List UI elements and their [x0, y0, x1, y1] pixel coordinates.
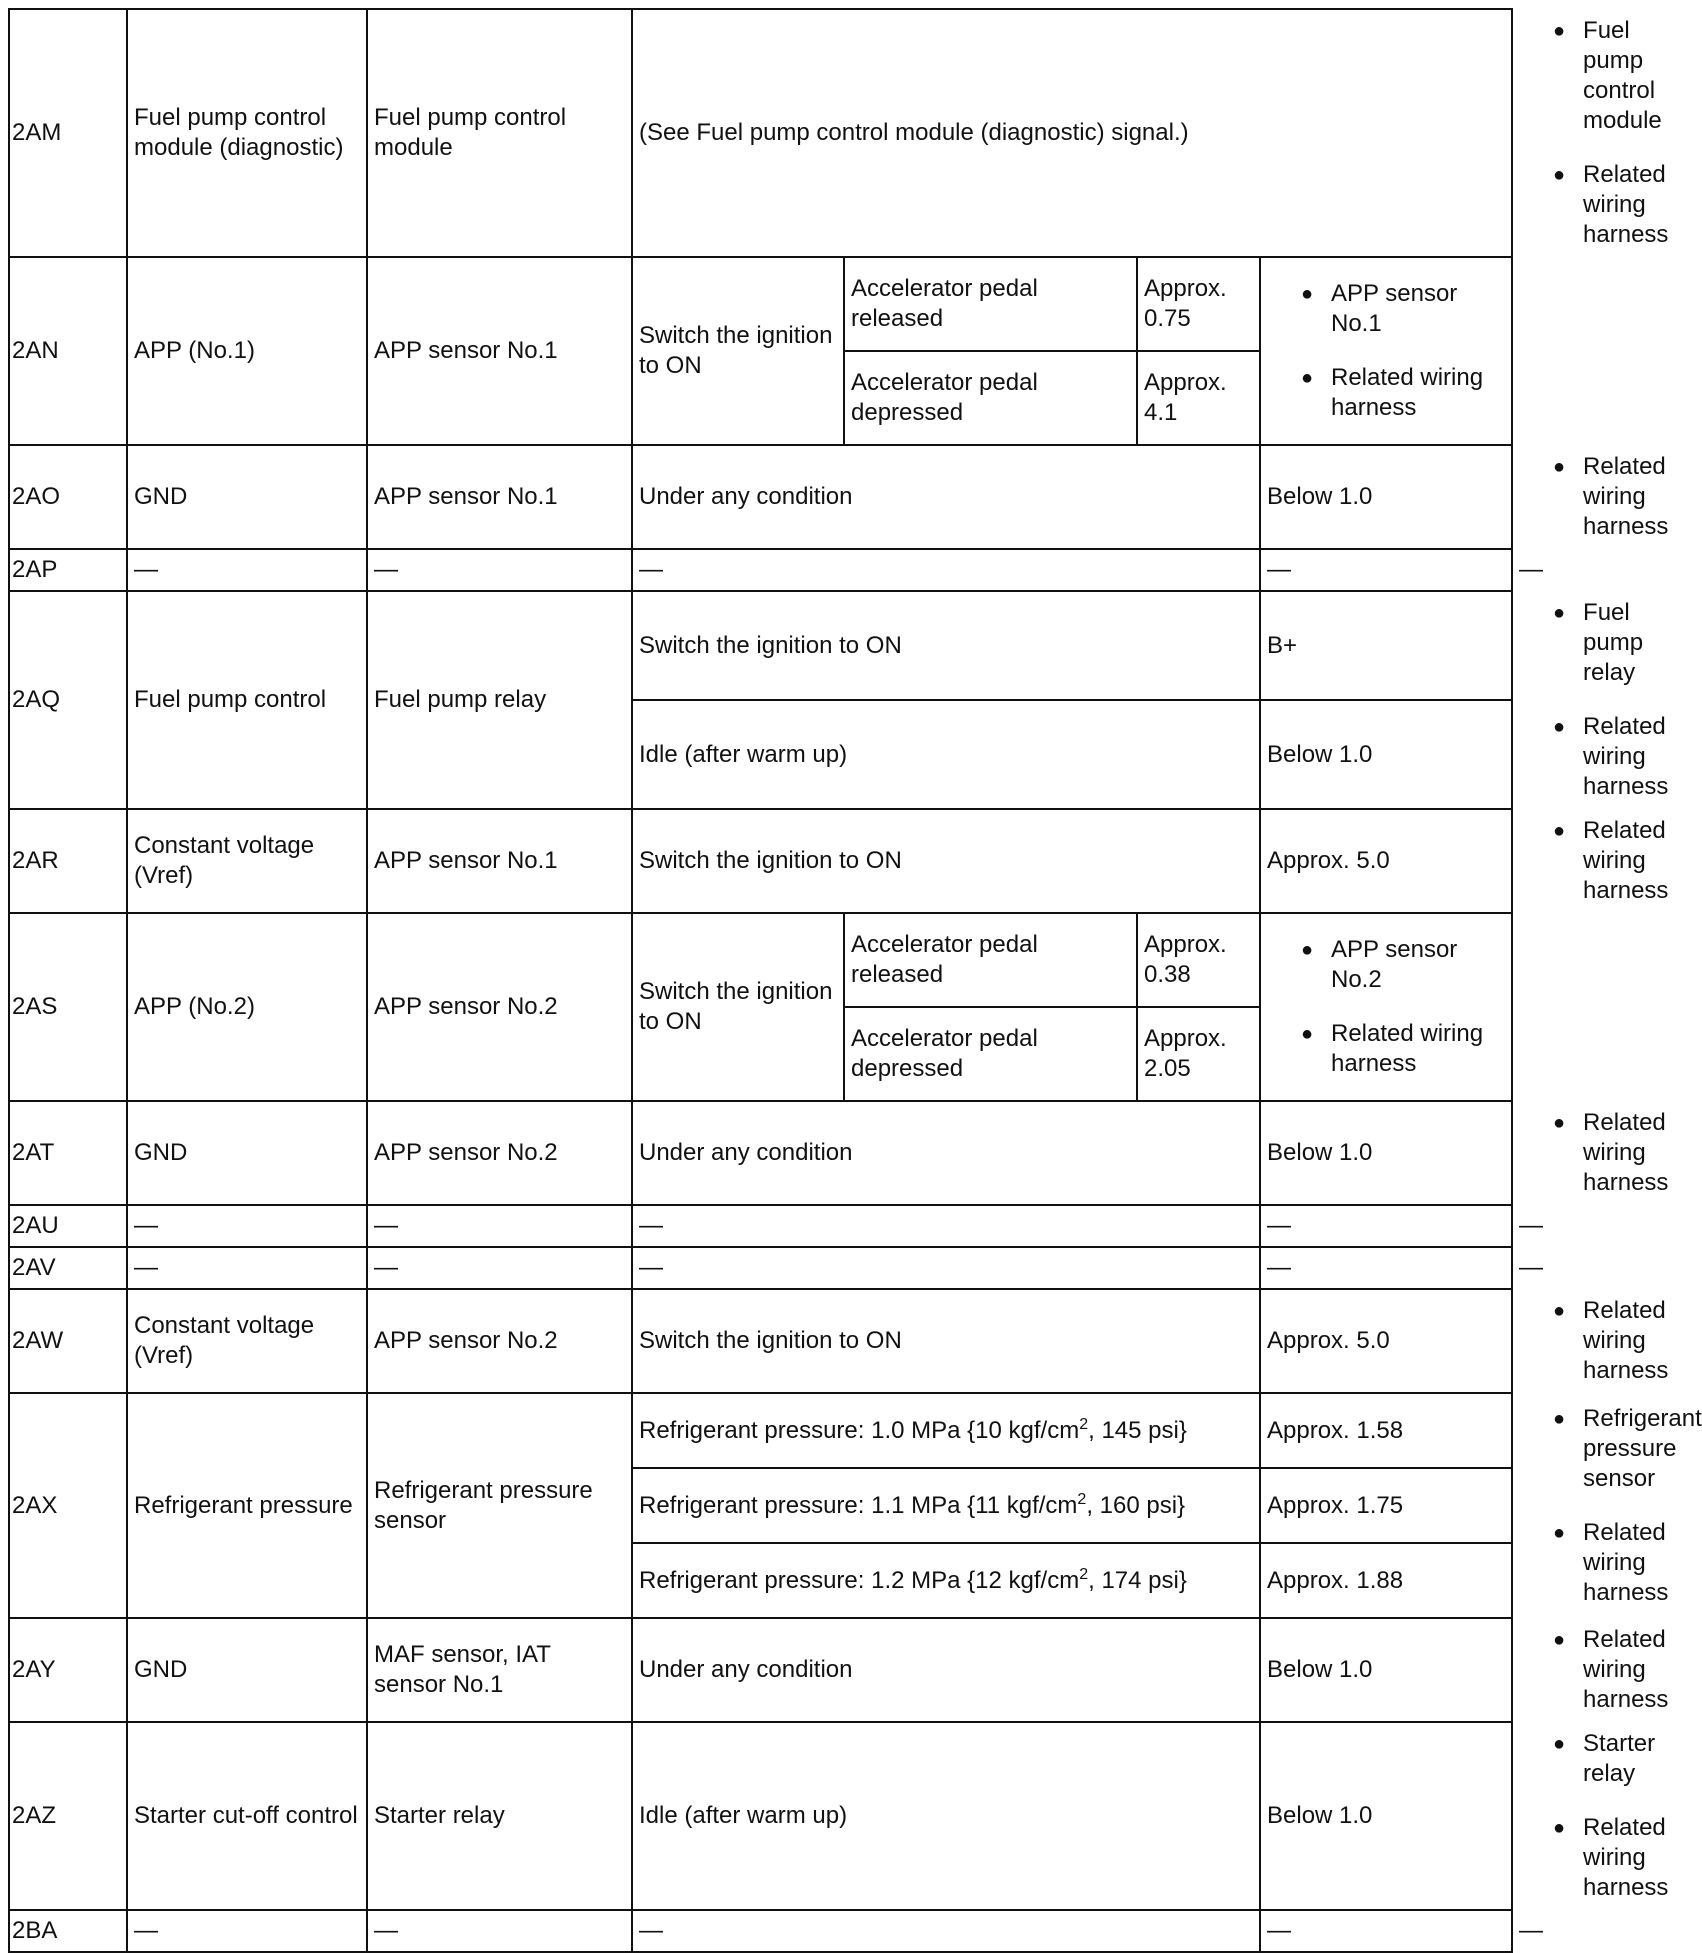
- table-row: 2BA — — — — —: [9, 1910, 1512, 1952]
- condition-cell: Switch the ignition to ON: [632, 257, 844, 445]
- connected-to-cell: Starter relay: [367, 1722, 632, 1910]
- terminal-cell: 2AX: [9, 1393, 127, 1618]
- voltage-cell: Approx. 0.38: [1137, 913, 1260, 1007]
- condition-cell: Under any condition: [632, 1101, 1260, 1205]
- terminal-cell: 2AU: [9, 1205, 127, 1247]
- condition-text: Refrigerant pressure: 1.1 MPa {11 kgf/cm: [639, 1491, 1078, 1519]
- connected-to-cell: Refrigerant pressure sensor: [367, 1393, 632, 1618]
- signal-cell: Starter cut-off control: [127, 1722, 367, 1910]
- table-row: [9, 1101, 1512, 1205]
- inspection-item: ● Related wiring harness: [1519, 712, 1583, 802]
- voltage-cell: Below 1.0: [1260, 1101, 1512, 1205]
- connected-to-cell: APP sensor No.1: [367, 257, 632, 445]
- condition-cell: [632, 1543, 1260, 1618]
- terminal-cell: 2AM: [9, 9, 127, 257]
- inspection-item: ● Related wiring harness: [1519, 1108, 1583, 1198]
- signal-cell: Refrigerant pressure: [127, 1393, 367, 1618]
- table-row: [9, 1393, 1512, 1468]
- terminal-voltage-table: [8, 8, 1702, 1953]
- table-row: [9, 1618, 1512, 1722]
- voltage-cell: Approx. 2.05: [1137, 1007, 1260, 1101]
- table-row: [9, 1289, 1512, 1393]
- signal-cell: Constant voltage (Vref): [127, 809, 367, 913]
- condition-cell: Switch the ignition to ON: [632, 591, 1260, 700]
- dash-cell: —: [1260, 1247, 1512, 1289]
- condition-cell: Under any condition: [632, 445, 1260, 549]
- condition-text: , 174 psi}: [1088, 1566, 1187, 1594]
- inspection-item: ● Fuel pump control module: [1519, 16, 1583, 136]
- voltage-cell: Below 1.0: [1260, 1722, 1512, 1910]
- terminal-cell: 2AP: [9, 549, 127, 591]
- dash-cell: —: [632, 1910, 1260, 1952]
- condition-cell: [632, 1393, 1260, 1468]
- inspection-item: ● APP sensor No.2: [1267, 935, 1505, 995]
- signal-cell: GND: [127, 1101, 367, 1205]
- connected-to-cell: APP sensor No.2: [367, 1289, 632, 1393]
- condition-cell: Switch the ignition to ON: [632, 1289, 1260, 1393]
- voltage-cell: Approx. 1.75: [1260, 1468, 1512, 1543]
- table-row: [9, 913, 1512, 1007]
- dash-cell: —: [632, 1247, 1260, 1289]
- terminal-cell: 2AZ: [9, 1722, 127, 1910]
- table-row: 2AV — — — — —: [9, 1247, 1512, 1289]
- dash-cell: —: [1260, 549, 1512, 591]
- inspection-item: ● Related wiring harness: [1267, 363, 1505, 423]
- terminal-cell: 2AR: [9, 809, 127, 913]
- condition-cell: Switch the ignition to ON: [632, 913, 844, 1101]
- signal-cell: APP (No.2): [127, 913, 367, 1101]
- connected-to-cell: APP sensor No.2: [367, 913, 632, 1101]
- voltage-cell: Approx. 0.75: [1137, 257, 1260, 351]
- sub-condition-cell: Accelerator pedal released: [844, 257, 1137, 351]
- voltage-cell: Below 1.0: [1260, 1618, 1512, 1722]
- inspection-cell: [1260, 257, 1512, 445]
- terminal-cell: 2AN: [9, 257, 127, 445]
- condition-text: , 145 psi}: [1088, 1416, 1187, 1444]
- condition-text: Refrigerant pressure: 1.0 MPa {10 kgf/cm: [639, 1416, 1080, 1444]
- signal-cell: Fuel pump control: [127, 591, 367, 809]
- inspection-item: ● Related wiring harness: [1519, 1296, 1583, 1386]
- inspection-item: ● APP sensor No.1: [1267, 279, 1505, 339]
- sub-condition-cell: Accelerator pedal depressed: [844, 351, 1137, 445]
- connected-to-cell: APP sensor No.1: [367, 809, 632, 913]
- table-row: [9, 9, 1512, 257]
- inspection-item: ● Related wiring harness: [1519, 1813, 1583, 1903]
- superscript: 2: [1079, 1415, 1089, 1433]
- condition-cell: (See Fuel pump control module (diagnostic) signal.): [632, 9, 1512, 257]
- inspection-item: ● Related wiring harness: [1519, 452, 1583, 542]
- terminal-cell: 2AQ: [9, 591, 127, 809]
- dash-cell: —: [127, 1910, 367, 1952]
- voltage-cell: Approx. 5.0: [1260, 809, 1512, 913]
- signal-cell: GND: [127, 445, 367, 549]
- voltage-cell: Below 1.0: [1260, 445, 1512, 549]
- dash-cell: —: [367, 549, 632, 591]
- sub-condition-cell: Accelerator pedal depressed: [844, 1007, 1137, 1101]
- dash-cell: —: [127, 1205, 367, 1247]
- terminal-cell: 2AV: [9, 1247, 127, 1289]
- condition-text: , 160 psi}: [1086, 1491, 1186, 1519]
- connected-to-cell: Fuel pump control module: [367, 9, 632, 257]
- connected-to-cell: APP sensor No.2: [367, 1101, 632, 1205]
- inspection-item: ● Related wiring harness: [1519, 160, 1583, 250]
- inspection-item: ● Related wiring harness: [1519, 1518, 1583, 1608]
- voltage-cell: Approx. 1.58: [1260, 1393, 1512, 1468]
- dash-cell: —: [632, 549, 1260, 591]
- dash-cell: —: [127, 549, 367, 591]
- signal-cell: APP (No.1): [127, 257, 367, 445]
- dash-cell: —: [1260, 1205, 1512, 1247]
- voltage-cell: Approx. 1.88: [1260, 1543, 1512, 1618]
- inspection-item: ● Refrigerant pressure sensor: [1519, 1404, 1583, 1494]
- voltage-cell: B+: [1260, 591, 1512, 700]
- table-row: [9, 1722, 1512, 1910]
- inspection-item: ● Related wiring harness: [1519, 1625, 1583, 1715]
- table-row: [9, 591, 1512, 700]
- table-row: 2AP — — — — —: [9, 549, 1512, 591]
- dash-cell: —: [367, 1205, 632, 1247]
- terminal-cell: 2AO: [9, 445, 127, 549]
- superscript: 2: [1079, 1565, 1089, 1583]
- inspection-item: ● Fuel pump relay: [1519, 598, 1583, 688]
- terminal-cell: 2AT: [9, 1101, 127, 1205]
- connected-to-cell: Fuel pump relay: [367, 591, 632, 809]
- dash-cell: —: [367, 1247, 632, 1289]
- condition-cell: Switch the ignition to ON: [632, 809, 1260, 913]
- voltage-cell: Approx. 5.0: [1260, 1289, 1512, 1393]
- condition-cell: Idle (after warm up): [632, 700, 1260, 809]
- superscript: 2: [1077, 1490, 1087, 1508]
- inspection-item: ● Related wiring harness: [1267, 1019, 1505, 1079]
- connected-to-cell: APP sensor No.1: [367, 445, 632, 549]
- table-row: 2AU — — — — —: [9, 1205, 1512, 1247]
- table-row: [9, 257, 1512, 351]
- voltage-cell: Approx. 4.1: [1137, 351, 1260, 445]
- inspection-item: ● Starter relay: [1519, 1729, 1583, 1789]
- table-row: [9, 809, 1512, 913]
- terminal-cell: 2AS: [9, 913, 127, 1101]
- dash-cell: —: [1260, 1910, 1512, 1952]
- dash-cell: —: [367, 1910, 632, 1952]
- dash-cell: —: [127, 1247, 367, 1289]
- signal-cell: Fuel pump control module (diagnostic): [127, 9, 367, 257]
- inspection-cell: [1260, 913, 1512, 1101]
- connected-to-cell: MAF sensor, IAT sensor No.1: [367, 1618, 632, 1722]
- inspection-item: ● Related wiring harness: [1519, 816, 1583, 906]
- voltage-cell: Below 1.0: [1260, 700, 1512, 809]
- condition-text: Refrigerant pressure: 1.2 MPa {12 kgf/cm: [639, 1566, 1080, 1594]
- terminal-cell: 2AY: [9, 1618, 127, 1722]
- dash-cell: —: [632, 1205, 1260, 1247]
- terminal-cell: 2BA: [9, 1910, 127, 1952]
- terminal-cell: 2AW: [9, 1289, 127, 1393]
- condition-cell: Under any condition: [632, 1618, 1260, 1722]
- signal-cell: GND: [127, 1618, 367, 1722]
- sub-condition-cell: Accelerator pedal released: [844, 913, 1137, 1007]
- signal-cell: Constant voltage (Vref): [127, 1289, 367, 1393]
- condition-cell: Idle (after warm up): [632, 1722, 1260, 1910]
- condition-cell: [632, 1468, 1260, 1543]
- table-row: [9, 445, 1512, 549]
